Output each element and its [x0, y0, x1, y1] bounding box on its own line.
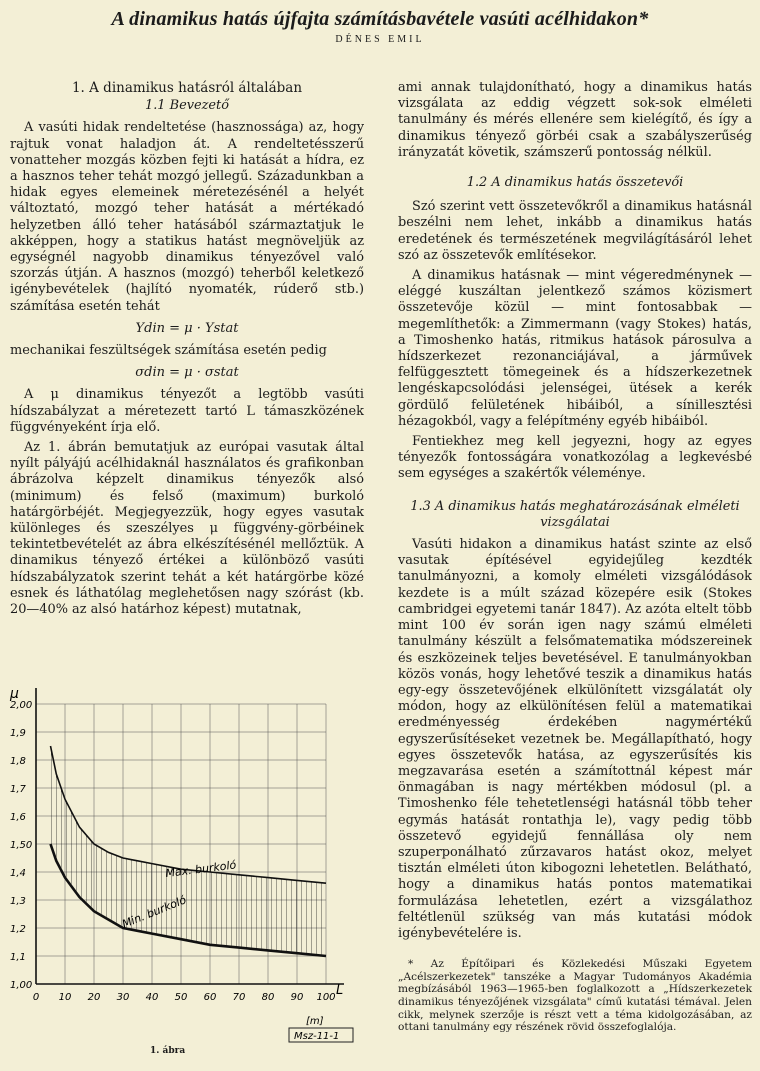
paragraph-intro: A vasúti hidak rendeltetése (hasznossága) az, hogy rajtuk vonat haladjon át. A rendeltetésszerű vonatteher mozgás közben fejti ki hatását a hídra, ez a hasznos teher tehát mozgó jellegű. Századunkban a hidak egyes elemeinek méretezésénél a helyét változtató, mozgó teher hatását a mértékadó helyzetben álló teher hatásából származtatjuk le akképpen, hogy a statikus hatást megnöveljük az egységnél nagyobb dinamikus tényezővel való szorzás útján. A hasznos (mozgó) teherből keletkező igénybevételek (hajlító nyomaték, rúderő stb.) számítása esetén tehát [10, 120, 364, 314]
paragraph-components-intro: Szó szerint vett összetevőkről a dinamikus hatásnál beszélni nem lehet, inkább a dinamikus hatás eredetének és természetének megvilágításáról lehet szó az összetevők említésekor. [398, 199, 752, 263]
x-tick-label: 10 [58, 992, 72, 1003]
x-tick-label: 100 [316, 992, 336, 1003]
footnote-text: * Az Építőipari és Közlekedési Műszaki Egyetem „Acélszerkezetek" tanszéke a Magyar Tudományos Akadémia megbízásából 1963—1965-ben foglalkozott a „Hídszerkezetek dinamikus tényezőjének vizsgálata" című kutatási témával. Jelen cikk, melynek szerzője is részt vett a téma kidolgozásában, az ottani tanulmány egy részének rövid összefoglalója. [398, 958, 752, 1034]
dynamic-factor-chart [6, 664, 366, 1048]
figure-caption: 1. ábra [150, 1046, 186, 1056]
subsection-heading-1-1: 1.1 Bevezető [145, 98, 229, 114]
formula-force: Ydin = μ · Ystat [135, 320, 239, 336]
x-tick-label: 90 [290, 992, 304, 1003]
x-tick-label: 70 [232, 992, 246, 1003]
paragraph-figure-ref: Az 1. ábrán bemutatjuk az európai vasutak által nyílt pályájú acélhidaknál használatos és grafikonban ábrázolva képzelt dinamikus tényezők alsó (minimum) és felső (maximum) burkoló határgörbéjét. Megjegyezzük, hogy egyes vasutak különleges és szeszélyes μ függvény-görbéinek tekintetbevételét az ábra elkészítésénél mellőztük. A dinamikus tényező értékei a különböző vasúti hídszabályzatok szerint tehát a két határgörbe közé esnek és láthatólag meglehetősen nagy szórást (kb. 20—40% az alsó határhoz képest) mutatnak, [10, 440, 364, 618]
article-title: A dinamikus hatás újfajta számításbavétele vasúti acélhidakon* [111, 8, 649, 30]
y-tick-label: 1,1 [10, 952, 26, 963]
x-unit-label: [m] [306, 1016, 324, 1027]
y-tick-label: 1,9 [10, 728, 26, 739]
x-tick-label: 30 [116, 992, 130, 1003]
y-tick-label: 1,00 [10, 980, 33, 991]
y-tick-label: 1,4 [10, 868, 26, 879]
x-tick-label: 80 [261, 992, 275, 1003]
paragraph-expert-opinion: Fentiekhez meg kell jegyezni, hogy az egyes tényezők fontosságára vonatkozólag a legkevésbé sem egységes a szakértők véleménye. [398, 434, 752, 482]
x-tick-label: 60 [203, 992, 217, 1003]
y-axis-label: μ [10, 686, 19, 702]
paragraph-stress: mechanikai feszültségek számítása esetén pedig [10, 343, 327, 359]
y-tick-label: 1,6 [10, 812, 26, 823]
y-tick-label: 1,3 [10, 896, 26, 907]
min-curve-label: Min. burkoló [120, 893, 189, 931]
x-tick-label: 40 [145, 992, 159, 1003]
max-curve-label: Max. burkoló [164, 858, 237, 880]
paragraph-mu-factor: A μ dinamikus tényezőt a legtöbb vasúti hídszabályzat a méretezett tartó L támaszközének függvényeként írja elő. [10, 387, 364, 435]
right-column [398, 80, 752, 1034]
author-name: DÉNES EMIL [335, 34, 425, 45]
hatched-range-area [51, 746, 327, 956]
y-tick-label: 1,8 [10, 756, 26, 767]
section-heading-1: 1. A dinamikus hatásról általában [71, 80, 303, 96]
y-tick-label: 1,2 [10, 924, 26, 935]
y-tick-label: 2,00 [10, 700, 33, 711]
paragraph-components-list: A dinamikus hatásnak — mint végeredménynek — eléggé kuszáltan jelentkező számos közismert összetevője közül — mint fontosabbak — megemlíthetők: a Zimmermann (vagy Stokes) hatás, a Timoshenko hatás, ritmikus hatások párosulva a hídszerkezet rezonanciájával, a járművek felfüggesztett tömegeinek és a hídszerkezetnek lengéskapcsolódási jelenségei, ütések a kerék gördülő felületének hibáiból, a sínillesztési hézagokból, vagy a felépítmény egyéb hibáiból. [398, 268, 752, 429]
figure-1 [6, 664, 366, 1048]
footnote [398, 958, 752, 1034]
y-tick-label: 1,7 [10, 784, 26, 795]
figure-ref-text: Msz-11-1 [294, 1031, 340, 1042]
y-tick-label: 1,50 [10, 840, 33, 851]
left-column [10, 78, 364, 618]
subsection-heading-1-2: 1.2 A dinamikus hatás összetevői [466, 175, 684, 191]
x-tick-label: 50 [174, 992, 188, 1003]
x-axis-label: L [336, 983, 344, 998]
paragraph-continued: ami annak tulajdonítható, hogy a dinamikus hatás vizsgálata az eddig végzett sok-sok elméleti tanulmány és mérés ellenére sem kielégítő, és így a dinamikus tényező görbéi csak a szabályszerűség irányzatát követik, számszerű pontosság nélkül. [398, 80, 752, 160]
paragraph-theory: Vasúti hidakon a dinamikus hatást szinte az első vasutak építésével egyidejűleg kezdték tanulmányozni, a komoly elméleti vizsgálódások kezdete is a múlt század közepére esik (Stokes cambridgei egyetemi tanár 1847). Az azóta eltelt több mint 100 év során igen nagy számú elméleti tanulmány készült a felsőmatematika módszereinek és eszközeinek teljes bevetésével. E tanulmányokban közös vonás, hogy lehetővé teszik a dinamikus hatás egy-egy összetevőjének elkülönített vizsgálatát oly módon, hogy az elkülönítésen felül a matematikai eredményesség érdekében nagymértékű egyszerűsítéseket vezetnek be. Megállapítható, hogy egyes összetevők hatása, az egyszerűsítés kis megzavarása esetén a számítottnál képest már önmagában is nagy mértékben módosul (pl. a Timoshenko féle tehetetlenségi hatásnál több teher egymás hatását rontathja le), vagy pedig több összetevő egyidejű fennállása oly nem szuperponálható zűrzavaros hatást okoz, melyet tisztán elméleti úton kibogozni lehetetlen. Belátható, hogy a dinamikus hatás pontos matematikai formulázása lehetetlen, ezért a vizsgálathoz feltétlenül szükség van más kutatási módok igénybevételére is. [398, 537, 753, 941]
subsection-heading-1-3: 1.3 A dinamikus hatás meghatározásának elméleti vizsgálatai [410, 498, 740, 530]
x-tick-label: 20 [87, 992, 101, 1003]
formula-stress: σdin = μ · σstat [135, 365, 239, 381]
x-tick-label: 0 [32, 992, 40, 1003]
